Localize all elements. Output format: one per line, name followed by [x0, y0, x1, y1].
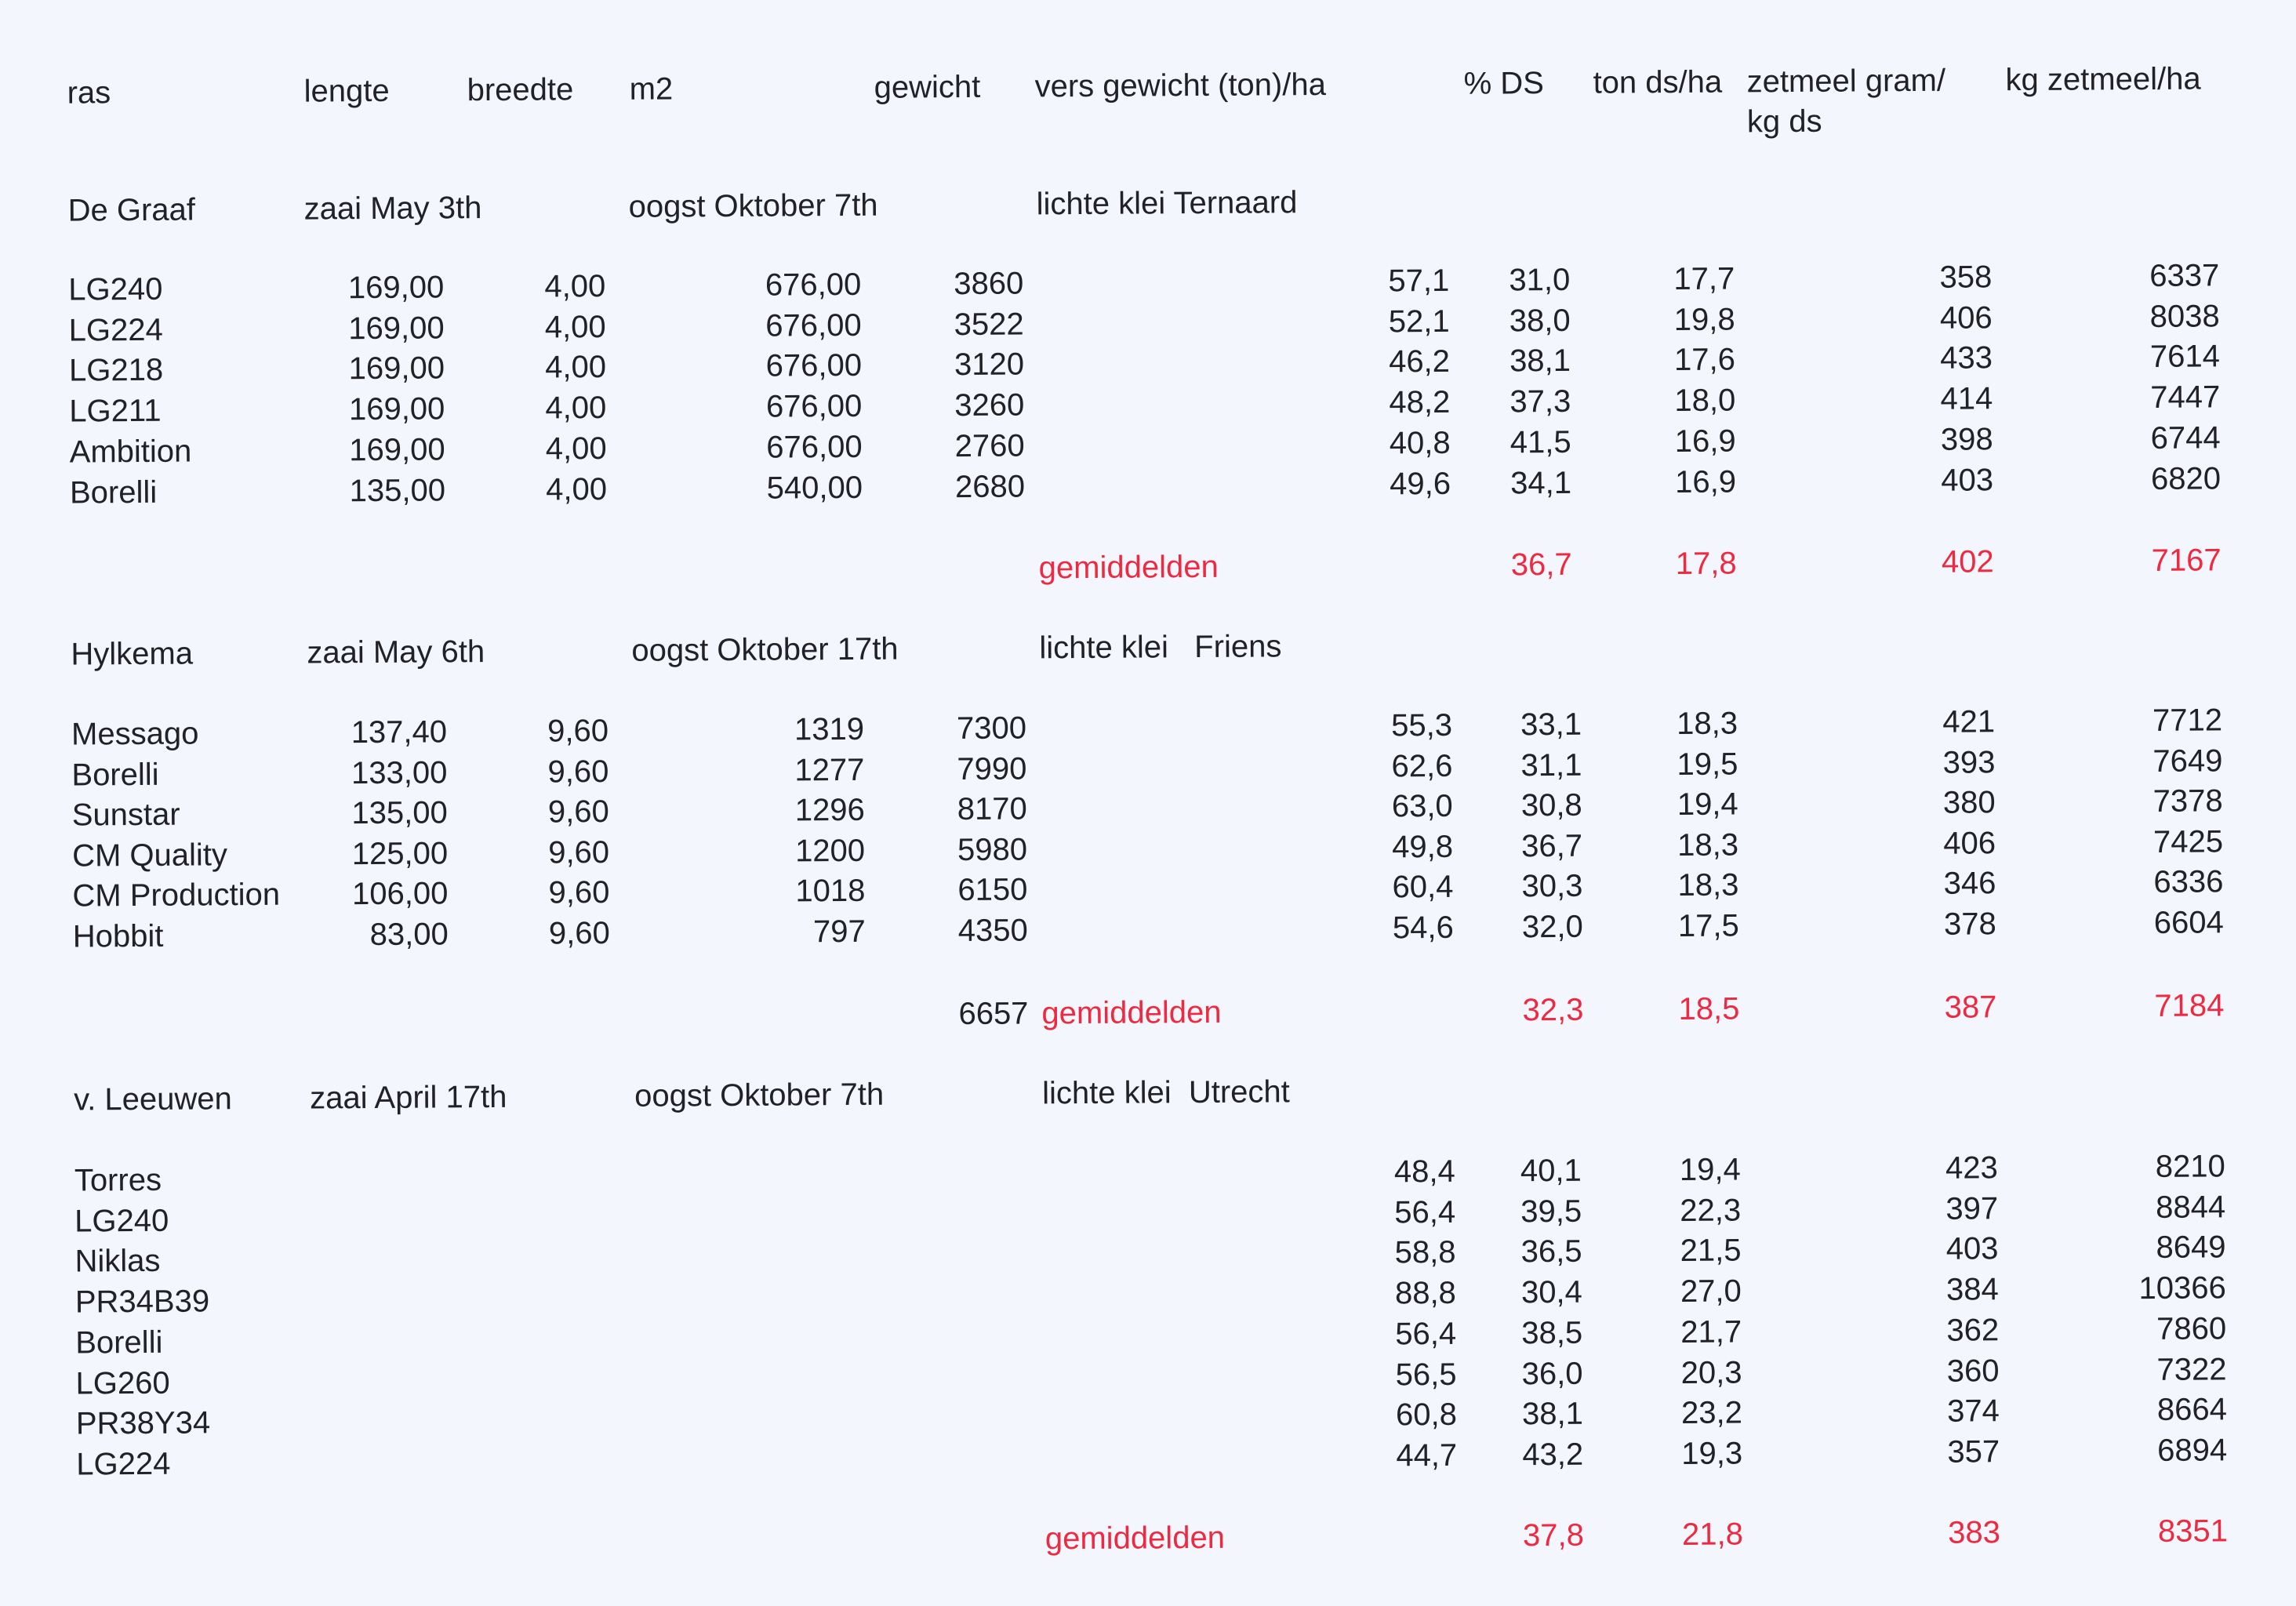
cell-ds: 36,7: [1521, 828, 1583, 863]
cell-vers: 88,8: [1394, 1275, 1456, 1311]
cell-ds: 36,5: [1520, 1234, 1582, 1270]
cell-vers: 49,6: [1389, 466, 1451, 501]
average-label: gemiddelden: [1038, 549, 1219, 586]
cell-lengte: 169,00: [348, 311, 445, 346]
cell-lengte: 169,00: [348, 351, 445, 387]
cell-m2: 676,00: [766, 429, 863, 465]
cell-lengte: 83,00: [369, 916, 449, 952]
cell-tonds: 19,3: [1681, 1436, 1743, 1471]
cell-kgzetmeel: 6894: [2157, 1433, 2228, 1468]
average-zetmeel: 387: [1944, 990, 1997, 1025]
cell-kgzetmeel: 7649: [2152, 743, 2223, 779]
cell-breedte: 4,00: [544, 350, 607, 385]
cell-vers: 57,1: [1388, 263, 1450, 299]
sowing-date: zaai April 17th: [310, 1079, 507, 1116]
trial-sections: [16, 1, 2284, 1592]
cell-ds: 36,0: [1521, 1356, 1583, 1391]
average-zetmeel: 383: [1947, 1515, 2001, 1550]
cell-vers: 52,1: [1388, 303, 1450, 340]
soil-location: lichte klei Friens: [1039, 629, 1282, 666]
cell-tonds: 19,4: [1679, 1152, 1741, 1187]
cell-tonds: 21,5: [1680, 1233, 1742, 1269]
header-breedte: breedte: [467, 72, 574, 108]
cell-ds: 41,5: [1509, 424, 1571, 460]
cell-vers: 56,4: [1394, 1194, 1456, 1230]
cell-ds: 43,2: [1522, 1437, 1584, 1473]
cell-kgzetmeel: 7447: [2150, 380, 2221, 416]
cell-tonds: 17,6: [1673, 342, 1736, 378]
cell-kgzetmeel: 8844: [2156, 1190, 2226, 1225]
cell-m2: 676,00: [765, 307, 862, 343]
cell-ds: 38,1: [1521, 1396, 1584, 1432]
cell-vers: 56,4: [1395, 1316, 1457, 1352]
cell-tonds: 16,9: [1674, 423, 1736, 459]
cell-vers: 40,8: [1389, 425, 1451, 461]
cell-tonds: 27,0: [1680, 1274, 1742, 1310]
cell-breedte: 9,60: [547, 754, 609, 790]
cell-kgzetmeel: 6336: [2153, 864, 2224, 899]
cell-vers: 48,4: [1393, 1154, 1455, 1190]
cell-kgzetmeel: 7860: [2156, 1311, 2227, 1346]
cell-breedte: 4,00: [546, 471, 608, 507]
cell-ras: LG224: [76, 1446, 171, 1482]
cell-ras: Sunstar: [71, 797, 180, 833]
cell-lengte: 135,00: [351, 795, 448, 831]
cell-tonds: 18,0: [1674, 383, 1736, 419]
cell-zetmeel: 346: [1943, 866, 1996, 901]
cell-zetmeel: 384: [1945, 1272, 1999, 1307]
cell-ds: 37,3: [1509, 383, 1571, 420]
cell-kgzetmeel: 6744: [2150, 420, 2221, 456]
cell-breedte: 9,60: [548, 834, 610, 870]
cell-gewicht: 8170: [957, 791, 1027, 827]
cell-ds: 30,3: [1521, 868, 1583, 904]
harvest-date: oogst Oktober 7th: [634, 1077, 885, 1114]
cell-lengte: 125,00: [351, 835, 449, 871]
cell-ras: Torres: [74, 1162, 162, 1198]
cell-vers: 60,8: [1395, 1397, 1458, 1433]
cell-tonds: 22,3: [1680, 1193, 1742, 1228]
average-kgzetmeel: 7184: [2154, 988, 2225, 1023]
grower-name: Hylkema: [71, 636, 194, 672]
cell-kgzetmeel: 7425: [2152, 823, 2224, 859]
cell-zetmeel: 423: [1945, 1150, 1998, 1186]
grower-name: v. Leeuwen: [74, 1081, 232, 1117]
cell-tonds: 19,4: [1677, 787, 1738, 822]
cell-zetmeel: 403: [1941, 462, 1994, 498]
cell-zetmeel: 414: [1940, 381, 1993, 416]
grower-name: De Graaf: [67, 192, 196, 228]
section-header: [23, 1066, 2281, 1119]
cell-ds: 39,5: [1520, 1194, 1582, 1229]
cell-vers: 60,4: [1392, 869, 1454, 905]
cell-vers: 58,8: [1394, 1235, 1456, 1270]
header-percent-ds: % DS: [1463, 66, 1545, 101]
cell-zetmeel: 378: [1943, 906, 1996, 942]
cell-ras: LG260: [75, 1365, 170, 1401]
cell-lengte: 137,40: [351, 714, 448, 750]
cell-tonds: 23,2: [1680, 1395, 1743, 1431]
cell-ds: 33,1: [1520, 707, 1582, 743]
cell-tonds: 18,3: [1677, 827, 1739, 863]
cell-ras: Hobbit: [72, 918, 164, 954]
cell-tonds: 21,7: [1680, 1314, 1742, 1350]
cell-m2: 1277: [794, 752, 865, 787]
scanned-sheet: [16, 1, 2284, 1592]
cell-zetmeel: 357: [1947, 1434, 2000, 1470]
cell-breedte: 4,00: [544, 269, 606, 304]
cell-ras: CM Production: [72, 877, 281, 914]
cell-tonds: 18,3: [1677, 706, 1738, 741]
cell-ds: 38,5: [1521, 1315, 1583, 1351]
header-gewicht: gewicht: [874, 69, 981, 105]
cell-kgzetmeel: 6820: [2150, 460, 2222, 496]
cell-vers: 46,2: [1388, 344, 1451, 380]
cell-ds: 30,4: [1520, 1274, 1582, 1310]
cell-zetmeel: 360: [1946, 1353, 2000, 1389]
cell-kgzetmeel: 6604: [2153, 904, 2224, 940]
cell-gewicht: 3522: [954, 307, 1024, 342]
cell-gewicht: 3260: [954, 387, 1025, 423]
average-tonds: 17,8: [1675, 546, 1737, 581]
cell-zetmeel: 433: [1940, 340, 1993, 376]
cell-tonds: 17,7: [1673, 261, 1735, 296]
sowing-date: zaai May 3th: [303, 191, 482, 227]
cell-zetmeel: 393: [1942, 744, 1996, 780]
average-label: gemiddelden: [1044, 1520, 1226, 1557]
cell-ras: Borelli: [69, 474, 158, 511]
cell-kgzetmeel: 7614: [2149, 339, 2221, 375]
average-zetmeel: 402: [1941, 544, 1994, 580]
cell-vers: 54,6: [1392, 910, 1454, 945]
cell-m2: 676,00: [765, 348, 863, 384]
average-ds: 37,8: [1522, 1517, 1585, 1553]
cell-tonds: 17,5: [1677, 907, 1739, 943]
cell-m2: 540,00: [766, 470, 863, 506]
cell-vers: 62,6: [1391, 748, 1453, 783]
cell-tonds: 19,8: [1673, 302, 1735, 337]
cell-kgzetmeel: 7712: [2152, 703, 2223, 738]
cell-ras: LG211: [69, 393, 162, 429]
cell-zetmeel: 406: [1939, 300, 1993, 336]
header-ton-ds-ha: ton ds/ha: [1593, 64, 1723, 100]
average-label: gemiddelden: [1041, 994, 1222, 1031]
cell-breedte: 4,00: [545, 391, 607, 426]
cell-m2: 1319: [794, 711, 865, 747]
cell-zetmeel: 380: [1942, 785, 1996, 820]
cell-breedte: 9,60: [548, 915, 610, 951]
cell-zetmeel: 374: [1946, 1393, 2000, 1429]
cell-tonds: 19,5: [1677, 746, 1738, 782]
cell-ds: 38,0: [1509, 303, 1571, 339]
cell-gewicht: 7990: [957, 750, 1027, 787]
average-tonds: 18,5: [1678, 991, 1740, 1026]
soil-location: lichte klei Utrecht: [1041, 1074, 1290, 1111]
cell-gewicht: 5980: [957, 831, 1028, 867]
cell-lengte: 169,00: [348, 391, 445, 427]
average-kgzetmeel: 7167: [2151, 543, 2222, 578]
cell-m2: 676,00: [765, 388, 863, 424]
harvest-date: oogst Oktober 7th: [628, 187, 878, 224]
header-ras: ras: [67, 75, 111, 111]
cell-breedte: 4,00: [545, 431, 607, 467]
cell-ds: 34,1: [1509, 465, 1572, 500]
section-header: [20, 621, 2278, 674]
cell-m2: 1296: [794, 792, 865, 828]
cell-vers: 49,8: [1392, 829, 1454, 864]
cell-m2: 1018: [795, 873, 866, 909]
average-gewicht: 6657: [958, 996, 1029, 1032]
cell-vers: 48,2: [1389, 384, 1451, 420]
header-lengte: lengte: [303, 73, 390, 109]
cell-zetmeel: 406: [1943, 825, 1996, 861]
cell-ras: Borelli: [71, 757, 159, 793]
header-zetmeel: zetmeel gram/: [1746, 63, 1946, 100]
average-row: [26, 1512, 2284, 1564]
cell-gewicht: 3120: [954, 347, 1025, 383]
cell-breedte: 4,00: [544, 309, 606, 345]
average-ds: 36,7: [1510, 547, 1572, 583]
average-ds: 32,3: [1522, 992, 1584, 1028]
cell-lengte: 106,00: [351, 876, 449, 912]
average-row: [20, 541, 2278, 594]
cell-vers: 63,0: [1391, 788, 1453, 824]
soil-location: lichte klei Ternaard: [1036, 185, 1298, 222]
cell-ds: 40,1: [1520, 1153, 1582, 1189]
cell-breedte: 9,60: [547, 714, 609, 749]
header-vers-gewicht: vers gewicht (ton)/ha: [1034, 67, 1327, 104]
cell-zetmeel: 403: [1945, 1231, 1999, 1267]
cell-ras: Messago: [71, 716, 199, 752]
cell-ds: 38,1: [1509, 343, 1571, 379]
cell-m2: 676,00: [765, 267, 862, 303]
cell-kgzetmeel: 8210: [2155, 1149, 2225, 1184]
cell-ras: Niklas: [74, 1244, 161, 1279]
cell-ras: PR34B39: [74, 1284, 210, 1320]
cell-kgzetmeel: 8649: [2156, 1230, 2226, 1266]
cell-gewicht: 7300: [956, 710, 1027, 747]
cell-ras: PR38Y34: [75, 1405, 211, 1441]
cell-zetmeel: 362: [1946, 1313, 2000, 1348]
cell-vers: 56,5: [1395, 1357, 1457, 1392]
cell-lengte: 133,00: [351, 754, 448, 790]
cell-ras: LG224: [68, 312, 163, 348]
cell-vers: 55,3: [1391, 707, 1453, 743]
sowing-date: zaai May 6th: [307, 634, 485, 670]
cell-gewicht: 4350: [957, 912, 1028, 948]
cell-breedte: 9,60: [547, 794, 609, 830]
cell-ras: CM Quality: [71, 837, 228, 874]
cell-ras: Ambition: [69, 434, 192, 470]
average-row: [22, 986, 2280, 1039]
cell-gewicht: 2760: [954, 428, 1025, 463]
cell-kgzetmeel: 6337: [2149, 258, 2220, 293]
cell-breedte: 9,60: [548, 875, 610, 910]
cell-zetmeel: 421: [1942, 704, 1996, 739]
cell-ds: 32,0: [1521, 909, 1583, 944]
cell-tonds: 18,3: [1677, 867, 1739, 903]
average-tonds: 21,8: [1681, 1517, 1744, 1552]
cell-zetmeel: 397: [1945, 1190, 1999, 1226]
cell-lengte: 135,00: [349, 472, 446, 508]
cell-vers: 44,7: [1396, 1437, 1458, 1473]
cell-ras: LG240: [74, 1203, 169, 1239]
cell-ds: 30,8: [1520, 787, 1582, 823]
cell-tonds: 20,3: [1680, 1354, 1742, 1390]
cell-lengte: 169,00: [349, 432, 445, 467]
cell-ds: 31,1: [1520, 747, 1582, 783]
cell-kgzetmeel: 8664: [2156, 1392, 2227, 1428]
header-zetmeel-unit: kg ds: [1746, 104, 1822, 140]
cell-zetmeel: 398: [1940, 422, 1993, 457]
header-m2: m2: [629, 71, 674, 107]
cell-kgzetmeel: 10366: [2138, 1270, 2226, 1306]
cell-kgzetmeel: 7322: [2156, 1351, 2227, 1387]
cell-m2: 797: [812, 914, 866, 949]
cell-gewicht: 6150: [957, 872, 1028, 908]
cell-tonds: 16,9: [1674, 463, 1737, 500]
cell-gewicht: 2680: [954, 468, 1026, 504]
cell-kgzetmeel: 8038: [2149, 299, 2220, 334]
cell-ras: LG240: [68, 271, 163, 307]
cell-ds: 31,0: [1509, 262, 1571, 298]
average-kgzetmeel: 8351: [2157, 1513, 2229, 1549]
section-header: [16, 177, 2275, 230]
cell-gewicht: 3860: [954, 266, 1024, 302]
cell-zetmeel: 358: [1939, 260, 1993, 295]
cell-ras: LG218: [68, 353, 164, 388]
cell-lengte: 169,00: [347, 270, 445, 306]
cell-m2: 1200: [794, 833, 866, 868]
harvest-date: oogst Oktober 17th: [631, 631, 899, 668]
header-kg-zetmeel-ha: kg zetmeel/ha: [2005, 61, 2201, 98]
cell-ras: Borelli: [75, 1324, 163, 1361]
cell-kgzetmeel: 7378: [2152, 783, 2223, 819]
